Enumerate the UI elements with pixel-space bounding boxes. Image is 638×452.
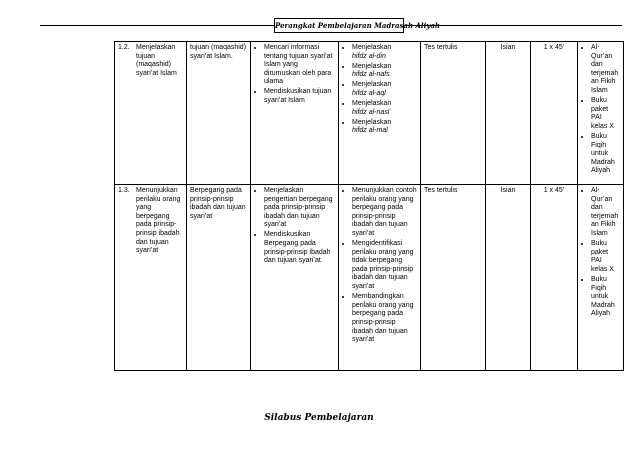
list-item: • Buku paket PAI kelas X (591, 240, 620, 274)
materi-cell: tujuan (maqashid) syari’at Islam. (187, 42, 251, 185)
table-row (115, 42, 624, 185)
list-item: • Menjelaskan hifdz al-din (352, 44, 417, 61)
list-item: • Buku paket PAI kelas X (591, 97, 620, 131)
bentuk-cell: Isian (486, 42, 531, 185)
list-item: • Mendiskusikan Berpegang pada prinsip-prinsip ibadah dan tujuan syari’at. (264, 231, 335, 265)
materi-cell: Berpegang pada prinsip-prinsip ibadah dan tujuan syari’at (187, 185, 251, 371)
footer-title: Silabus Pembelajaran (264, 413, 374, 423)
kd-cell (115, 185, 187, 371)
list-item: • Menjelaskan hifdz al-nasl (352, 100, 417, 117)
waktu-cell: 1 x 45’ (531, 185, 578, 371)
waktu-cell: 1 x 45’ (531, 42, 578, 185)
teknik-cell: Tes tertulis (421, 185, 486, 371)
list-item: • Mendiskusikan tujuan syari’at Islam (264, 88, 335, 105)
list-item: • Al-Qur’an dan terjemah an Fikih Islam (591, 187, 620, 239)
kegiatan-cell (251, 185, 339, 371)
syllabus-table (114, 41, 624, 371)
table-row (115, 185, 624, 371)
list-item: • Menjelaskan hifdz al-nafs (352, 63, 417, 80)
list-item: • Buku Fiqih untuk Madrah Aliyah (591, 276, 620, 319)
kd-text: Menunjukkan perilaku orang yang berpegang pada prinsip-prinsip ibadah dan tujuan syari’at (136, 187, 181, 255)
kd-text: Menjelaskan tujuan (maqashid) syari’at Islam (136, 44, 177, 77)
list-item: • Mengidentifikasi perilaku orang yang tidak berpegang pada prinsip-prinsip ibadah dan tujuan syari’at (352, 240, 417, 292)
sumber-cell (578, 185, 624, 371)
kd-number: 1.2. (118, 44, 130, 51)
list-item: • Menjelaskan hifdz al-aql (352, 81, 417, 98)
list-item: • Menjelaskan hifdz al-mal (352, 119, 417, 136)
teknik-cell: Tes tertulis (421, 42, 486, 185)
list-item: • Membandingkan perilaku orang yang berpegang pada prinsip-prinsip ibadah dan tujuan syari’at (352, 293, 417, 345)
list-item: • Buku Fiqih untuk Madrah Aliyah (591, 133, 620, 176)
bentuk-cell: Isian (486, 185, 531, 371)
header-title: Perangkat Pembelajaran Madrasah Aliyah (274, 18, 404, 33)
kegiatan-cell (251, 42, 339, 185)
kd-cell (115, 42, 187, 185)
indikator-cell (339, 42, 421, 185)
list-item: • Al-Qur’an dan terjemah an Fikih Islam (591, 44, 620, 96)
sumber-cell (578, 42, 624, 185)
list-item: • Menjelaskan pengertian berpegang pada prinsip-prinsip ibadah dan tujuan syari’at (264, 187, 335, 230)
list-item: • Menunjukkan contoh perilaku orang yang berpegang pada prinsip-prinsip ibadah dan tujuan syari’at (352, 187, 417, 239)
list-item: • Mencari informasi tentang tujuan syari’at Islam yang dirumuskan oleh para ulama (264, 44, 335, 87)
kd-number: 1.3. (118, 187, 130, 194)
indikator-cell (339, 185, 421, 371)
